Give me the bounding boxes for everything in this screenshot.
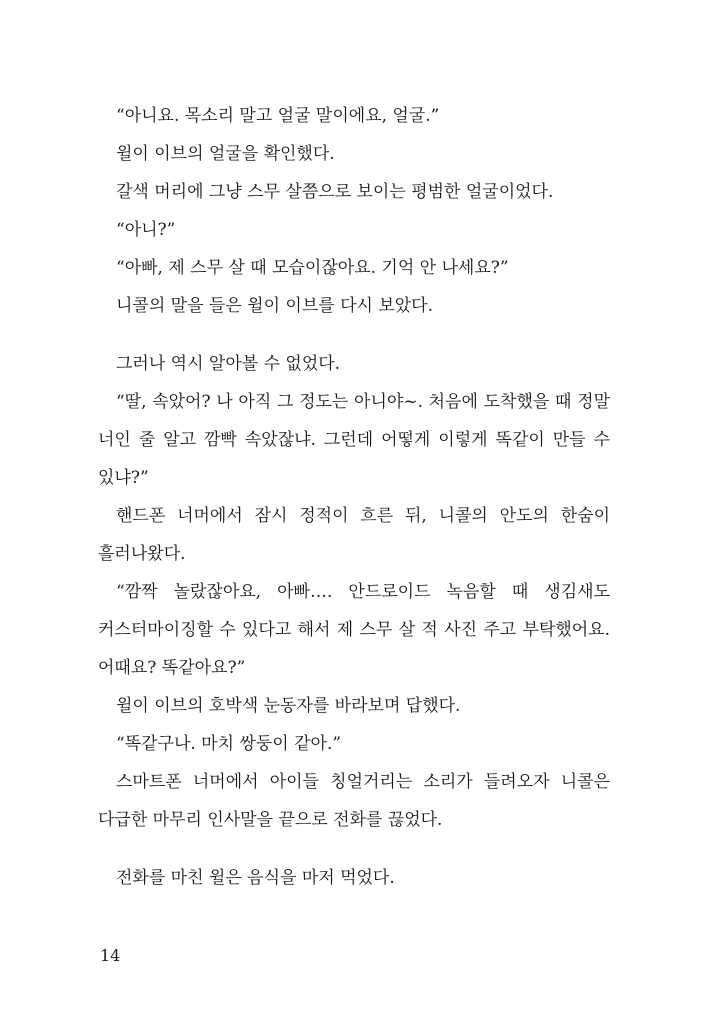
section-break: [98, 325, 610, 345]
paragraph: 윌이 이브의 호박색 눈동자를 바라보며 답했다.: [116, 696, 461, 716]
paragraph: “깜짝 놀랐잖아요, 아빠…. 안드로이드 녹음할 때 생김새도 커스터마이징할 수 있다고 해서 제 스무 살 적 사진 주고 부탁했어요. 어때요? 똑같아요?”: [98, 582, 610, 678]
paragraph: “딸, 속았어? 나 아직 그 정도는 아니야~. 처음에 도착했을 때 정말 너인 줄 알고 깜빡 속았잖냐. 그런데 어떻게 이렇게 똑같이 만들 수 있냐?”: [98, 392, 610, 488]
paragraph: 전화를 마친 윌은 음식을 마저 먹었다.: [116, 868, 395, 888]
page-number: 14: [100, 946, 121, 965]
paragraph: “아니요. 목소리 말고 얼굴 말이에요, 얼굴.”: [116, 106, 440, 126]
paragraph: 스마트폰 너머에서 아이들 칭얼거리는 소리가 들려오자 니콜은 다급한 마무리 인사말을 끝으로 전화를 끊었다.: [98, 772, 610, 830]
paragraph: “똑같구나. 마치 쌍둥이 같아.”: [116, 734, 342, 754]
paragraph: 니콜의 말을 들은 윌이 이브를 다시 보았다.: [116, 296, 434, 316]
paragraph: 핸드폰 너머에서 잠시 정적이 흐른 뒤, 니콜의 안도의 한숨이 흘러나왔다.: [98, 506, 610, 564]
paragraph: 그러나 역시 알아볼 수 없었다.: [116, 354, 341, 374]
paragraph: “아빠, 제 스무 살 때 모습이잖아요. 기억 안 나세요?”: [116, 258, 509, 278]
paragraph: “아니?”: [116, 220, 176, 240]
paragraph: 윌이 이브의 얼굴을 확인했다.: [116, 144, 335, 164]
body-text: [98, 97, 610, 897]
paragraph: 갈색 머리에 그냥 스무 살쯤으로 보이는 평범한 얼굴이었다.: [116, 182, 554, 202]
section-break: [98, 839, 610, 859]
